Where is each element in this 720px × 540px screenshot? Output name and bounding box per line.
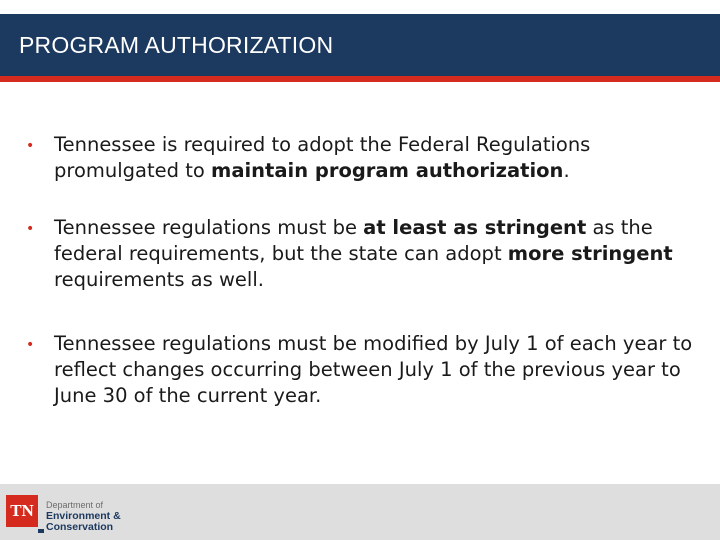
bullet-text — [54, 331, 694, 409]
department-logo-text — [46, 500, 121, 533]
bullet-text — [54, 215, 694, 293]
logo-line-environment: Environment & — [46, 510, 121, 522]
bullet-marker: • — [26, 337, 35, 353]
logo-accent — [38, 529, 44, 533]
bullet-text-run: Tennessee regulations must be — [54, 216, 364, 239]
bullet-text — [54, 132, 694, 184]
bullet-text-bold: more stringent — [507, 242, 673, 265]
logo-line-conservation: Conservation — [46, 521, 114, 533]
page-title: PROGRAM AUTHORIZATION — [19, 32, 334, 58]
title-underline — [0, 76, 720, 82]
bullet-text-run: as the federal requirements, but the state can adopt — [54, 216, 653, 265]
bullet-text-run: Tennessee regulations must be modified by July 1 of each year to reflect changes occurring between July 1 of the previous year to June 30 of the current year. — [54, 332, 693, 407]
bullet-text-bold: maintain program authorization — [211, 159, 564, 182]
bullet-marker: • — [26, 221, 35, 237]
tn-logo-mark: TN — [6, 495, 38, 527]
logo-line-department: Department of — [46, 500, 104, 510]
bullet-marker: • — [26, 138, 35, 154]
bullet-text-run: . — [563, 159, 570, 182]
bullet-text-run: requirements as well. — [54, 268, 264, 291]
bullet-text-run: Tennessee is required to adopt the Federal Regulations promulgated to — [54, 133, 591, 182]
bullet-text-bold: at least as stringent — [363, 216, 587, 239]
